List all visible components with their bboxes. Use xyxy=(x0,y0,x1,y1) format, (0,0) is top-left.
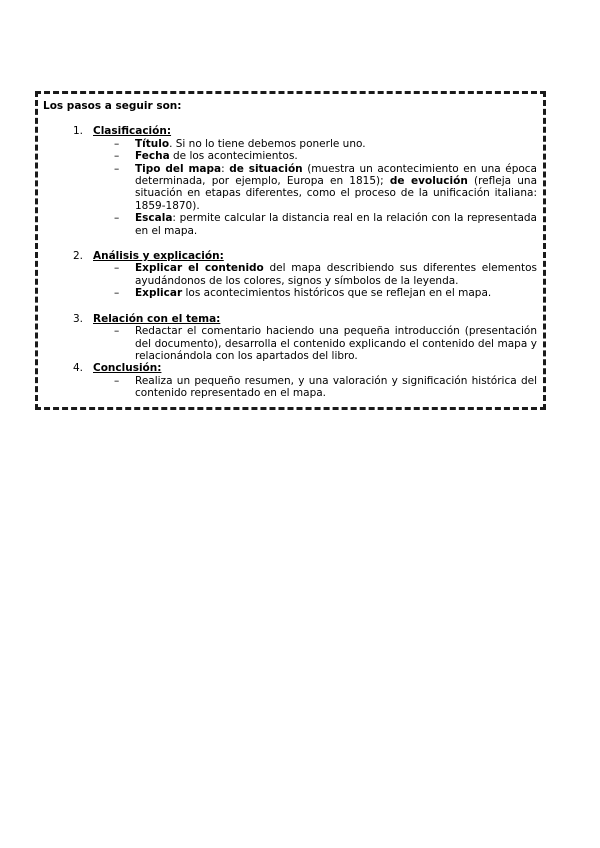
item-term-situacion: de situación xyxy=(229,162,303,175)
spacer xyxy=(43,300,537,313)
list-item xyxy=(43,212,537,237)
item-term-evolucion: de evolución xyxy=(389,175,468,188)
item-term: Explicar el contenido xyxy=(135,262,264,275)
item-term: Título xyxy=(135,137,170,150)
list-item xyxy=(43,287,537,299)
list-item xyxy=(43,150,537,162)
steps-heading: Los pasos a seguir son: xyxy=(43,100,182,112)
item-text: del mapa describiendo sus diferentes elementos ayudándonos de los colores, signos y símbolos de la leyenda. xyxy=(135,262,537,287)
section-relacion xyxy=(43,313,537,325)
section-title: Análisis y explicación: xyxy=(93,250,224,263)
item-text: : permite calcular la distancia real en la relación con la representada en el mapa. xyxy=(135,212,537,237)
item-text: los acontecimientos históricos que se reflejan en el mapa. xyxy=(182,287,492,300)
section-number: 4. xyxy=(73,362,84,375)
item-term: Tipo del mapa xyxy=(135,162,222,175)
dash-bullet: – xyxy=(114,150,120,163)
item-text: de los acontecimientos. xyxy=(169,150,298,163)
item-text: Realiza un pequeño resumen, y una valoración y significación histórica del contenido representado en el mapa. xyxy=(135,374,537,400)
item-term: Fecha xyxy=(135,150,170,163)
section-title: Relación con el tema: xyxy=(93,312,221,325)
item-text: : xyxy=(221,162,230,175)
section-title: Clasificación: xyxy=(93,125,172,138)
list-item xyxy=(43,325,537,362)
list-item xyxy=(43,163,537,213)
section-title: Conclusión: xyxy=(93,362,162,375)
list-item xyxy=(43,138,537,150)
dash-bullet: – xyxy=(114,162,120,175)
section-conclusion xyxy=(43,362,537,374)
item-text: . Si no lo tiene debemos ponerle uno. xyxy=(169,137,366,150)
section-number: 2. xyxy=(73,250,84,263)
section-analisis xyxy=(43,250,537,262)
steps-content xyxy=(43,100,537,400)
item-text: (refleja una situación en etapas diferentes, como el proceso de la unificación italiana: 1859-1870). xyxy=(135,175,537,212)
item-text: (muestra un acontecimiento en una época determinada, por ejemplo, Europa en 1815); xyxy=(135,162,537,188)
list-item xyxy=(43,262,537,287)
dash-bullet: – xyxy=(114,212,120,225)
item-term: Escala xyxy=(135,212,173,225)
dash-bullet: – xyxy=(114,287,120,300)
item-term: Explicar xyxy=(135,287,183,300)
section-number: 3. xyxy=(73,312,84,325)
section-clasificacion xyxy=(43,125,537,137)
item-text: Redactar el comentario haciendo una pequeña introducción (presentación del documento), desarrolla el contenido explicando el contenido del mapa y relacionándola con los apartados del libro. xyxy=(135,325,537,362)
list-item xyxy=(43,375,537,400)
dash-bullet: – xyxy=(114,262,120,275)
spacer xyxy=(43,237,537,250)
steps-box xyxy=(35,91,546,410)
dash-bullet: – xyxy=(114,374,120,387)
dash-bullet: – xyxy=(114,325,120,338)
section-number: 1. xyxy=(73,125,84,138)
dash-bullet: – xyxy=(114,137,120,150)
